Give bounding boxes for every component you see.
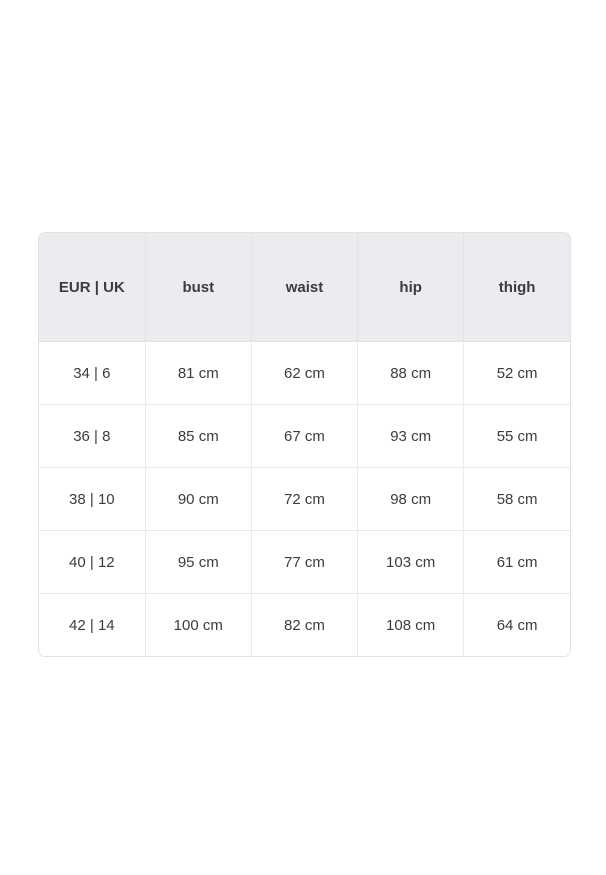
cell-waist: 77 cm bbox=[251, 531, 357, 594]
cell-hip: 88 cm bbox=[358, 342, 464, 405]
size-chart-table bbox=[38, 232, 571, 657]
cell-size: 36 | 8 bbox=[39, 405, 145, 468]
cell-thigh: 55 cm bbox=[464, 405, 570, 468]
header-cell-size: EUR | UK bbox=[39, 233, 145, 342]
table-row bbox=[39, 342, 570, 405]
cell-size: 42 | 14 bbox=[39, 594, 145, 657]
cell-hip: 103 cm bbox=[358, 531, 464, 594]
table-row bbox=[39, 531, 570, 594]
cell-bust: 85 cm bbox=[145, 405, 251, 468]
size-chart-header bbox=[39, 233, 570, 342]
header-cell-bust: bust bbox=[145, 233, 251, 342]
cell-waist: 82 cm bbox=[251, 594, 357, 657]
cell-bust: 95 cm bbox=[145, 531, 251, 594]
table-row bbox=[39, 594, 570, 657]
cell-waist: 72 cm bbox=[251, 468, 357, 531]
cell-thigh: 52 cm bbox=[464, 342, 570, 405]
cell-size: 34 | 6 bbox=[39, 342, 145, 405]
header-row bbox=[39, 233, 570, 342]
header-cell-hip: hip bbox=[358, 233, 464, 342]
cell-bust: 81 cm bbox=[145, 342, 251, 405]
cell-waist: 62 cm bbox=[251, 342, 357, 405]
cell-hip: 93 cm bbox=[358, 405, 464, 468]
cell-waist: 67 cm bbox=[251, 405, 357, 468]
cell-thigh: 58 cm bbox=[464, 468, 570, 531]
header-cell-thigh: thigh bbox=[464, 233, 570, 342]
table-row bbox=[39, 405, 570, 468]
cell-thigh: 64 cm bbox=[464, 594, 570, 657]
header-cell-waist: waist bbox=[251, 233, 357, 342]
cell-bust: 90 cm bbox=[145, 468, 251, 531]
cell-size: 38 | 10 bbox=[39, 468, 145, 531]
size-chart-body bbox=[39, 342, 570, 657]
table-row bbox=[39, 468, 570, 531]
cell-hip: 108 cm bbox=[358, 594, 464, 657]
cell-bust: 100 cm bbox=[145, 594, 251, 657]
size-chart bbox=[39, 233, 570, 656]
cell-size: 40 | 12 bbox=[39, 531, 145, 594]
cell-thigh: 61 cm bbox=[464, 531, 570, 594]
cell-hip: 98 cm bbox=[358, 468, 464, 531]
